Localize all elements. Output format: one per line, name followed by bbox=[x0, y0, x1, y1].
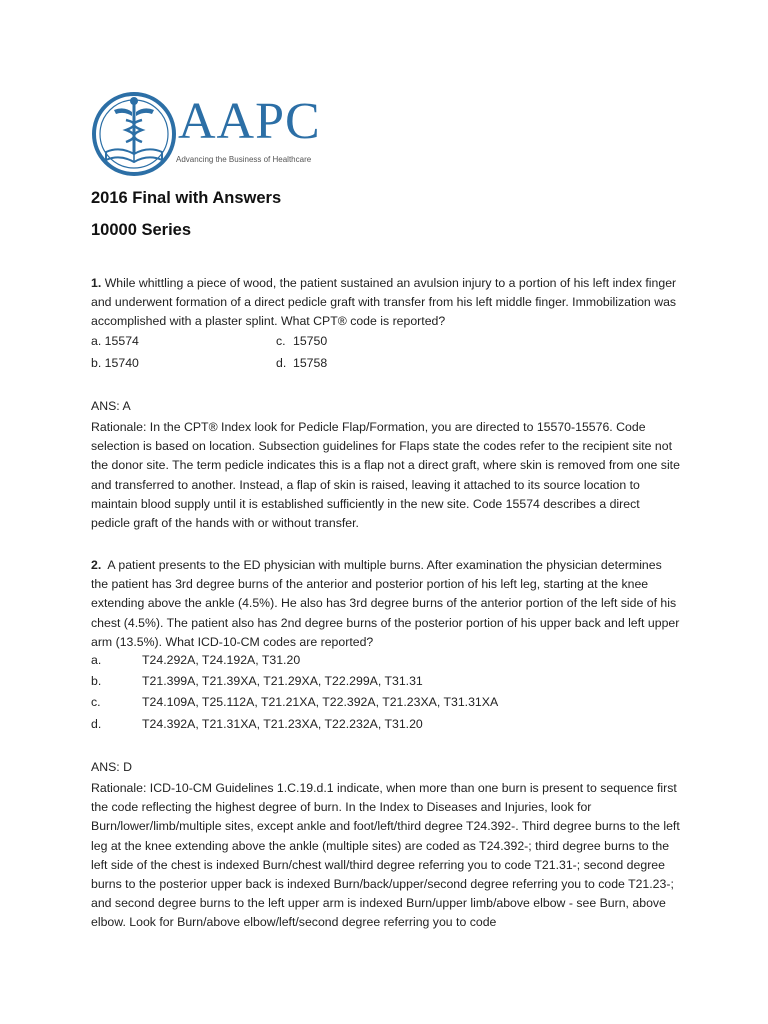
logo-wordmark: AAPC bbox=[178, 93, 321, 150]
question-text: A patient presents to the ED physician with multiple burns. After examination the physician determines the patient has 3rd degree burns of the anterior and posterior portion of his left leg, starting at the knee extending above the ankle (4.5%). He also has 3rd degree burns of the anterior portion of the left side of his chest (4.5%). The patient also has 2nd degree burns of the posterior portion of his upper back and left upper arm (13.5%). What ICD-10-CM codes are reported? bbox=[91, 558, 680, 649]
option-letter: c. bbox=[91, 695, 101, 709]
rationale-1: Rationale: In the CPT® Index look for Pedicle Flap/Formation, you are directed to 15570-15576. Code selection is based on location. Subsection guidelines for Flaps state the codes refer to the recipient site not the donor site. The term pedicle indicates this is a flap not a direct graft, where skin is removed from one site and transferred to another. Instead, a flap of skin is raised, leaving it attached to its source location to maintain blood supply until it is established sufficiently in the new site. Code 15574 describes a direct pedicle graft of the hands with or without transfer. bbox=[91, 420, 680, 531]
option-text: T24.109A, T25.112A, T21.21XA, T22.392A, T21.23XA, T31.31XA bbox=[142, 695, 499, 709]
option-c: 15750 bbox=[293, 334, 328, 348]
answer-1: ANS: A bbox=[91, 399, 131, 413]
option-d-letter: d. bbox=[276, 356, 287, 370]
option-text: T24.292A, T24.192A, T31.20 bbox=[142, 653, 301, 667]
option-text: T21.399A, T21.39XA, T21.29XA, T22.299A, T31.31 bbox=[142, 674, 423, 688]
rationale-2: Rationale: ICD-10-CM Guidelines 1.C.19.d.1 indicate, when more than one burn is present to sequence first the code reflecting the highest degree of burn. In the Index to Diseases and Injuries, look for Burn/lower/limb/multiple sites, except ankle and foot/left/third degree T24.392-. Third degree burns to the left leg at the knee extending above the ankle (multiple sites) are coded as T24.392-; third degree burns to the left side of the chest is indexed Burn/chest wall/third degree referring you to code T21.31-; second degree burns to the posterior upper back is indexed Burn/back/upper/second degree referring you to code T21.23-; and second degree burns to the left upper arm is indexed Burn/upper limb/above elbow - see Burn, above elbow. Look for Burn/above elbow/left/second degree referring you to code bbox=[91, 781, 680, 930]
option-letter: d. bbox=[91, 717, 102, 731]
logo-tagline: Advancing the Business of Healthcare bbox=[176, 155, 312, 164]
option-text: T24.392A, T21.31XA, T21.23XA, T22.232A, T31.20 bbox=[142, 717, 423, 731]
question-1 bbox=[91, 274, 681, 332]
option-d: 15758 bbox=[293, 356, 328, 370]
option-a: a. 15574 bbox=[91, 334, 139, 348]
question-number: 1. bbox=[91, 276, 102, 290]
question-2 bbox=[91, 556, 681, 652]
series-heading: 10000 Series bbox=[91, 221, 192, 239]
option-c-letter: c. bbox=[276, 334, 286, 348]
option-b: b. 15740 bbox=[91, 356, 139, 370]
question-number: 2. bbox=[91, 558, 102, 572]
answer-2: ANS: D bbox=[91, 760, 132, 774]
question-text: While whittling a piece of wood, the patient sustained an avulsion injury to a portion of his left index finger and underwent formation of a direct pedicle graft with transfer from his left middle finger. Immobilization was accomplished with a plaster splint. What CPT® code is reported? bbox=[91, 276, 677, 329]
option-letter: a. bbox=[91, 653, 102, 667]
document-title: 2016 Final with Answers bbox=[91, 189, 282, 207]
option-letter: b. bbox=[91, 674, 102, 688]
